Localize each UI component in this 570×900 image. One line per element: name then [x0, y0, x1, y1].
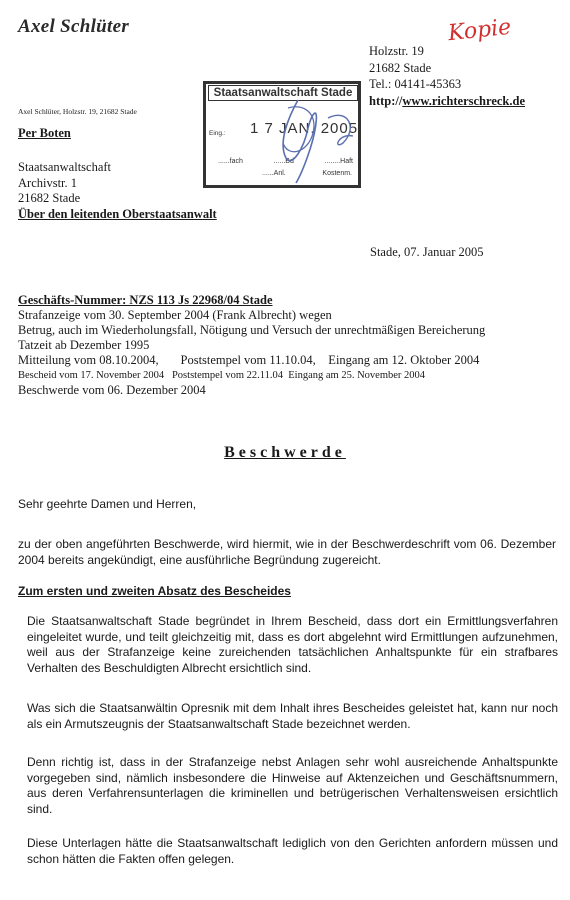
reference-line-6: Beschwerde vom 06. Dezember 2004 — [18, 383, 206, 397]
return-address-line: Axel Schlüter, Holzstr. 19, 21682 Stade — [18, 107, 137, 116]
body-paragraph-3: Denn richtig ist, dass in der Strafanzeige nebst Anlagen sehr wohl ausreichende Anhaltspunkte vorgegeben sind, nämlich insbesondere die Hinweise auf Aktenzeichen und Geschäftsnummern, aus deren Verfahrensunterlagen die kriminellen und betrügerischen Verhaltensweisen ersichtlich sind. — [27, 755, 558, 816]
contact-city: 21682 Stade — [369, 60, 432, 75]
reference-line-5: Bescheid vom 17. November 2004 Poststempel vom 22.11.04 Eingang am 25. November 2004 — [18, 370, 426, 381]
sender-name: Axel Schlüter — [18, 16, 130, 37]
section-heading: Zum ersten und zweiten Absatz des Bescheides — [18, 584, 291, 598]
reference-line-3: Tatzeit ab Dezember 1995 — [18, 338, 150, 352]
stamp-anl: ......Anl. — [262, 170, 286, 177]
receipt-stamp — [203, 81, 361, 188]
contact-street: Holzstr. 19 — [369, 44, 424, 58]
reference-line-2: Betrug, auch im Wiederholungsfall, Nötigung und Versuch der unrechtmäßigen Bereicherung — [18, 323, 486, 337]
web-link[interactable]: www.richterschreck.de — [402, 93, 525, 108]
stamp-fach: ......fach — [218, 158, 243, 165]
recipient-via: Über den leitenden Oberstaatsanwalt — [18, 206, 217, 221]
recipient-address — [18, 160, 217, 222]
body-paragraph-1: Die Staatsanwaltschaft Stade begründet in Ihrem Bescheid, dass dort ein Ermittlungsverfahren eingeleitet wurde, und teilt gleichzeitig mit, dass es dort abgelehnt wird Ermittlungen aufzunehmen, weil aus der Strafanzeige keine zureichenden tatsächlichen Anhaltspunkte für ein strafbares Verhalten des Beschuldigten Albrecht ersichtlich sind. — [27, 614, 558, 675]
stamp-haft: ........Haft — [324, 158, 353, 165]
recipient-line-1: Staatsanwaltschaft — [18, 160, 112, 174]
delivery-method: Per Boten — [18, 126, 71, 140]
contact-web — [369, 93, 525, 110]
stamp-kostenm: Kostenm. — [322, 170, 352, 177]
kopie-handwritten-mark: Kopie — [446, 14, 513, 47]
contact-phone: Tel.: 04141-45363 — [369, 77, 462, 91]
stamp-bd: ......Bd — [273, 158, 294, 165]
web-prefix: http:// — [369, 93, 403, 108]
reference-number: Geschäfts-Nummer: NZS 113 Js 22968/04 Stade — [18, 293, 273, 307]
stamp-date: 1 7 JAN. 2005 — [250, 120, 359, 137]
stamp-eing-label: Eing.: — [209, 130, 226, 137]
recipient-line-2: Archivstr. 1 — [18, 175, 78, 190]
intro-paragraph: zu der oben angeführten Beschwerde, wird hiermit, wie in der Beschwerdeschrift vom 06. Dezember 2004 bereits angekündigt, eine ausführliche Begründung zugereicht. — [18, 537, 556, 567]
reference-line-4: Mitteilung vom 08.10.2004, Poststempel vom 11.10.04, Eingang am 12. Oktober 2004 — [18, 353, 480, 367]
recipient-line-3: 21682 Stade — [18, 191, 81, 205]
signature-scribble-icon — [258, 88, 363, 188]
reference-block — [18, 293, 485, 398]
stamp-title: Staatsanwaltschaft Stade — [208, 85, 358, 101]
body-paragraph-2: Was sich die Staatsanwältin Opresnik mit dem Inhalt ihres Bescheides geleistet hat, kann nur noch als ein Armutszeugnis der Staatsanwaltschaft Stade bezeichnet werden. — [27, 701, 558, 731]
body-paragraph-4: Diese Unterlagen hätte die Staatsanwaltschaft lediglich von den Gerichten anfordern müssen und schon hätten die Fakten offen gelegen. — [27, 836, 558, 866]
document-heading: Beschwerde — [224, 444, 346, 461]
salutation: Sehr geehrte Damen und Herren, — [18, 497, 197, 511]
letter-date: Stade, 07. Januar 2005 — [370, 245, 484, 259]
reference-line-1: Strafanzeige vom 30. September 2004 (Frank Albrecht) wegen — [18, 308, 332, 322]
contact-block — [369, 43, 525, 109]
